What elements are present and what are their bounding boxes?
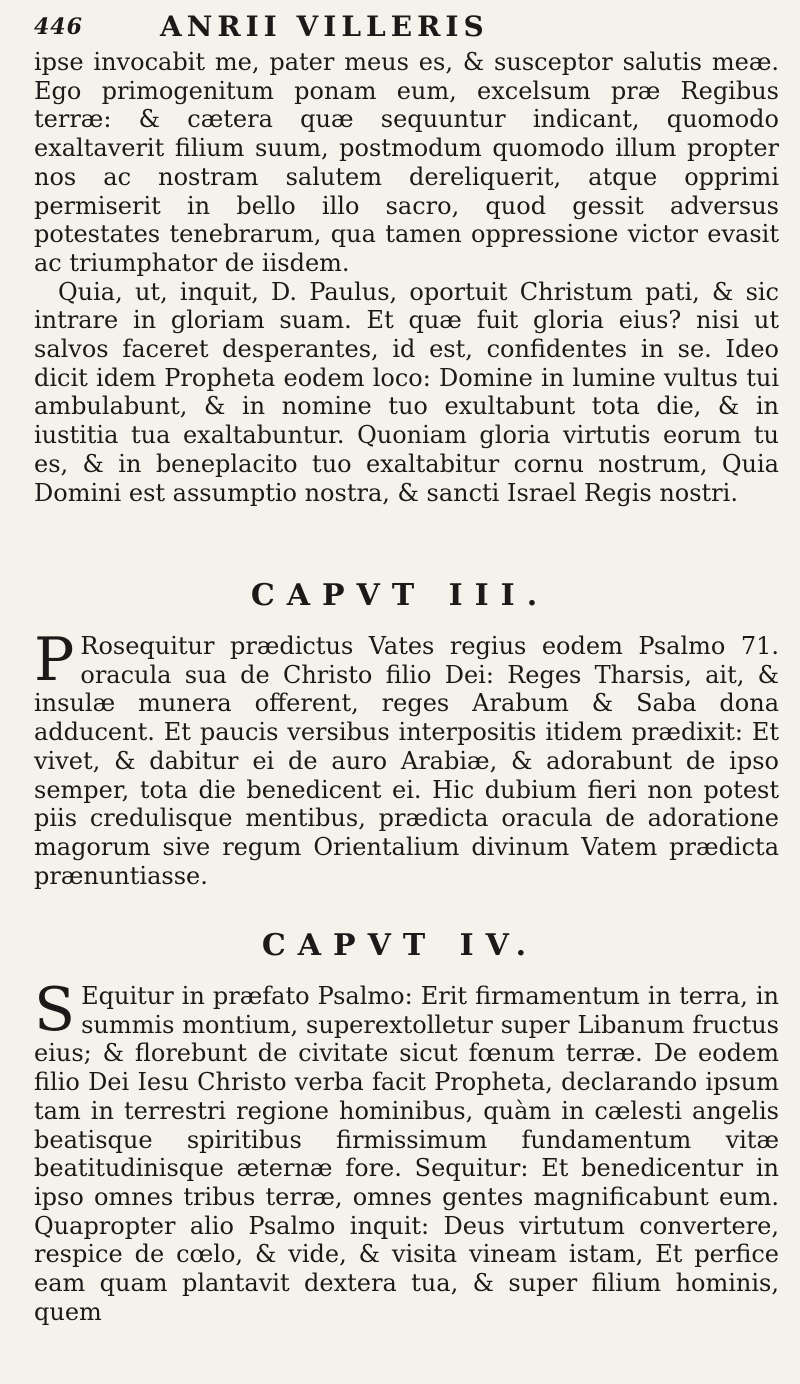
chapter-3-text — [34, 625, 779, 890]
page-number: 446 — [34, 14, 83, 40]
chapter-4-initial: S — [34, 975, 76, 1045]
chapter-3-initial: P — [34, 625, 75, 695]
paragraph: Quia, ut, inquit, D. Paulus, oportuit Christum pati, & sic intrare in gloriam suam. Et quæ fuit gloria eius? nisi ut salvos faceret desperantes, id est, confidentes in se. Ideo dicit idem Propheta eodem loco: Domine in lumine vultus tui ambulabunt, & in nomine tuo exultabunt tota die, & in iustitia tua exaltabuntur. Quoniam gloria virtutis eorum tu es, & in beneplacito tuo exaltabitur cornu nostrum, Quia Domini est assumptio nostra, & sancti Israel Regis nostri. — [34, 277, 779, 507]
section-1-text — [34, 48, 779, 507]
chapter-4-body: Equitur in præfato Psalmo: Erit firmamentum in terra, in summis montium, superextolletur super Libanum fructus eius; & florebunt de civitate sicut fœnum terræ. De eodem filio Dei Iesu Christo verba facit Propheta, declarando ipsum tam in terrestri regione hominibus, quàm in cælesti angelis beatisque spiritibus firmissimum fundamentum vitæ beatitudinisque æternæ fore. Sequitur: Et benedicentur in ipso omnes tribus terræ, omnes gentes magnificabunt eum. Quapropter alio Psalmo inquit: Deus virtutum convertere, respice de cœlo, & vide, & visita vineam istam, Et perfice eam quam plantavit dextera tua, & super filium hominis, quem — [34, 982, 779, 1326]
chapter-3-body: Rosequitur prædictus Vates regius eodem Psalmo 71. oracula sua de Christo filio Dei: Reges Tharsis, ait, & insulæ munera offerent, reges Arabum & Saba dona adducent. Et paucis versibus interpositis itidem prædixit: Et vivet, & dabitur ei de auro Arabiæ, & adorabunt de ipso semper, tota die benedicent ei. Hic dubium fieri non potest piis credulisque mentibus, prædicta oracula de adoratione magorum sive regum Orientalium divinum Vatem prædicta prænuntiasse. — [34, 632, 779, 890]
page-header — [34, 8, 774, 42]
paragraph: ipse invocabit me, pater meus es, & susceptor salutis meæ. Ego primogenitum ponam eum, excelsum præ Regibus terræ: & cætera quæ sequuntur indicant, quomodo exaltaverit filium suum, postmodum quomodo illum propter nos ac nostram salutem dereliquerit, atque opprimi permiserit in bello illo sacro, quod gessit adversus potestates tenebrarum, qua tamen oppressione victor evasit ac triumphator de iisdem. — [34, 48, 779, 277]
chapter-3-title: CAPVT III. — [250, 578, 550, 613]
chapter-4-text — [34, 975, 779, 1326]
chapter-4-title: CAPVT IV. — [261, 928, 539, 963]
running-head: ANRII VILLERIS — [160, 10, 489, 43]
